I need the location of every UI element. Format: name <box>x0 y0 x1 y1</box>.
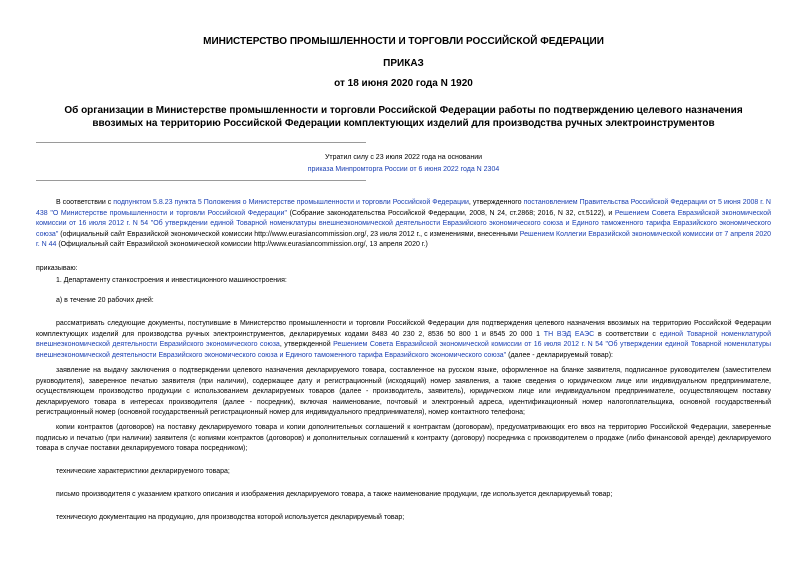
tn-ved-link[interactable]: ТН ВЭД ЕАЭС <box>543 330 595 338</box>
consider-text-2: в соответствии с <box>594 330 660 338</box>
application-text: заявление на выдачу заключения о подтверждении целевого назначения декларируемого товара, составленное на русском языке, оформленное на бланке заявителя, подписанное руководителем (заместителем руководителя), заверенное печатью заявителя (при наличии), содержащее дату и регистрационный (исходящий) номер заявления, а также сведения о юридическом лице или индивидуальном предпринимателе, осуществляющем производство продукции с использованием декларируемых товаров (далее - производитель, заявитель), юридическом лице или индивидуальном предпринимателе, осуществляющем поставку декларируемого товара в интересах производителя (далее - посредник), включая наименование, почтовый и электронный адреса, идентификационный номер налогоплательщика, основной государственный регистрационный номер (основной государственный регистрационный номер для индивидуального предпринимателя), номер контактного телефона; <box>36 367 771 416</box>
government-decree-link[interactable]: постановлением Правительства Российской Федерации от 5 июня 2008 г. N 438 "О Министерстве промышленности и торговли Российской Федерации" <box>36 199 771 217</box>
document-type: ПРИКАЗ <box>383 58 424 69</box>
list-item-letter: письмо производителя с указанием краткого описания и изображения декларируемого товара, а также наименование продукции, где используется декларируемый товар; <box>56 491 613 498</box>
preamble-text-5: (Официальный сайт Евразийской экономической комиссии http://www.eurasiancommission.org/, 13 апреля 2020 г.) <box>56 241 428 248</box>
list-item-specs: технические характеристики декларируемого товара; <box>56 468 230 475</box>
preamble-paragraph <box>36 198 771 251</box>
regulation-link[interactable]: подпунктом 5.8.23 пункта 5 Положения о Министерстве промышленности и торговли Российской Федерации <box>113 199 469 206</box>
preamble-text-4: (официальный сайт Евразийской экономической комиссии http://www.eurasiancommission.org/, 23 июля 2012 г., с изменениями, внесенными <box>58 230 520 238</box>
eec-decision-link[interactable]: Решением Совета Евразийской экономической комиссии от 16 июля 2012 г. N 54 "Об утверждении единой Товарной номенклатуры внешнеэкономической деятельности Евразийского экономического союза и Единого таможенного тарифа Евразийского экономического союза" <box>36 209 772 238</box>
consider-paragraph <box>36 319 771 361</box>
ministry-heading: МИНИСТЕРСТВО ПРОМЫШЛЕННОСТИ И ТОРГОВЛИ РОССИЙСКОЙ ФЕДЕРАЦИИ <box>203 36 604 47</box>
consider-text-3: , утвержденной <box>279 341 334 348</box>
preamble-text-2: , утвержденного <box>468 199 524 206</box>
status-text: Утратил силу с 23 июля 2022 года на основании <box>324 154 483 161</box>
repeal-order-link[interactable]: приказа Минпромторга России от 6 июня 2022 года N 2304 <box>307 166 500 173</box>
document-title: Об организации в Министерстве промышленности и торговли Российской Федерации работы по подтверждению целевого назначения ввозимых на территорию Российской Федерации комплектующих изделий для производства ручных электроинструментов <box>64 105 743 129</box>
preamble-text-1: В соответствии с <box>56 199 114 206</box>
nomenclature-link[interactable]: единой Товарной номенклатурой внешнеэкономической деятельности Евразийского экономического союза <box>36 330 771 348</box>
consider-text-1: рассматривать следующие документы, поступившие в Министерство промышленности и торговли Российской Федерации для подтверждения целевого назначения ввозимых на территорию Российской Федерации комплектующих изделий для производства ручных электроинструментов, декларируемых кодами 8483 40 230 2, 8536 50 800 1 и 8545 20 000 1 <box>36 320 771 338</box>
order-word: приказываю: <box>36 265 78 272</box>
document-date-number: от 18 июня 2020 года N 1920 <box>334 78 473 89</box>
contracts-text: копии контрактов (договоров) на поставку декларируемого товара и копии дополнительных соглашений к контрактам (договорам), предусматривающих его ввоз на территорию Российской Федерации, заверенные подписью и печатью (при наличии) заявителя (с копиями контрактов (договоров) и дополнительных соглашений к контракту (договору) посредника с производителем о продаже (либо финансовой аренде) декларируемого товара в случае поставки декларируемого товара посредником); <box>36 424 771 452</box>
divider-bottom <box>36 180 366 181</box>
status-note <box>36 152 771 176</box>
item-1a: а) в течение 20 рабочих дней: <box>56 297 154 304</box>
divider-top <box>36 142 366 143</box>
item-1: 1. Департаменту станкостроения и инвестиционного машиностроения: <box>56 277 287 284</box>
list-item-techdoc: техническую документацию на продукцию, для производства которой используется декларируемый товар; <box>56 514 405 521</box>
eec-board-decision-link[interactable]: Решением Коллегии Евразийской экономической комиссии от 7 апреля 2020 г. N 44 <box>36 230 771 248</box>
consider-text-4: (далее - декларируемый товар): <box>506 351 613 359</box>
preamble-text-3: (Собрание законодательства Российской Федерации, 2008, N 24, ст.2868; 2016, N 32, ст.5122), и <box>286 209 615 217</box>
list-item-application <box>36 366 771 419</box>
eec-decision-link-2[interactable]: Решением Совета Евразийской экономической комиссии от 16 июля 2012 г. N 54 "Об утверждении единой Товарной номенклатуры внешнеэкономической деятельности Евразийского экономического союза и Единого таможенного тарифа Евразийского экономического союза" <box>36 341 771 359</box>
list-item-contracts <box>36 423 771 455</box>
